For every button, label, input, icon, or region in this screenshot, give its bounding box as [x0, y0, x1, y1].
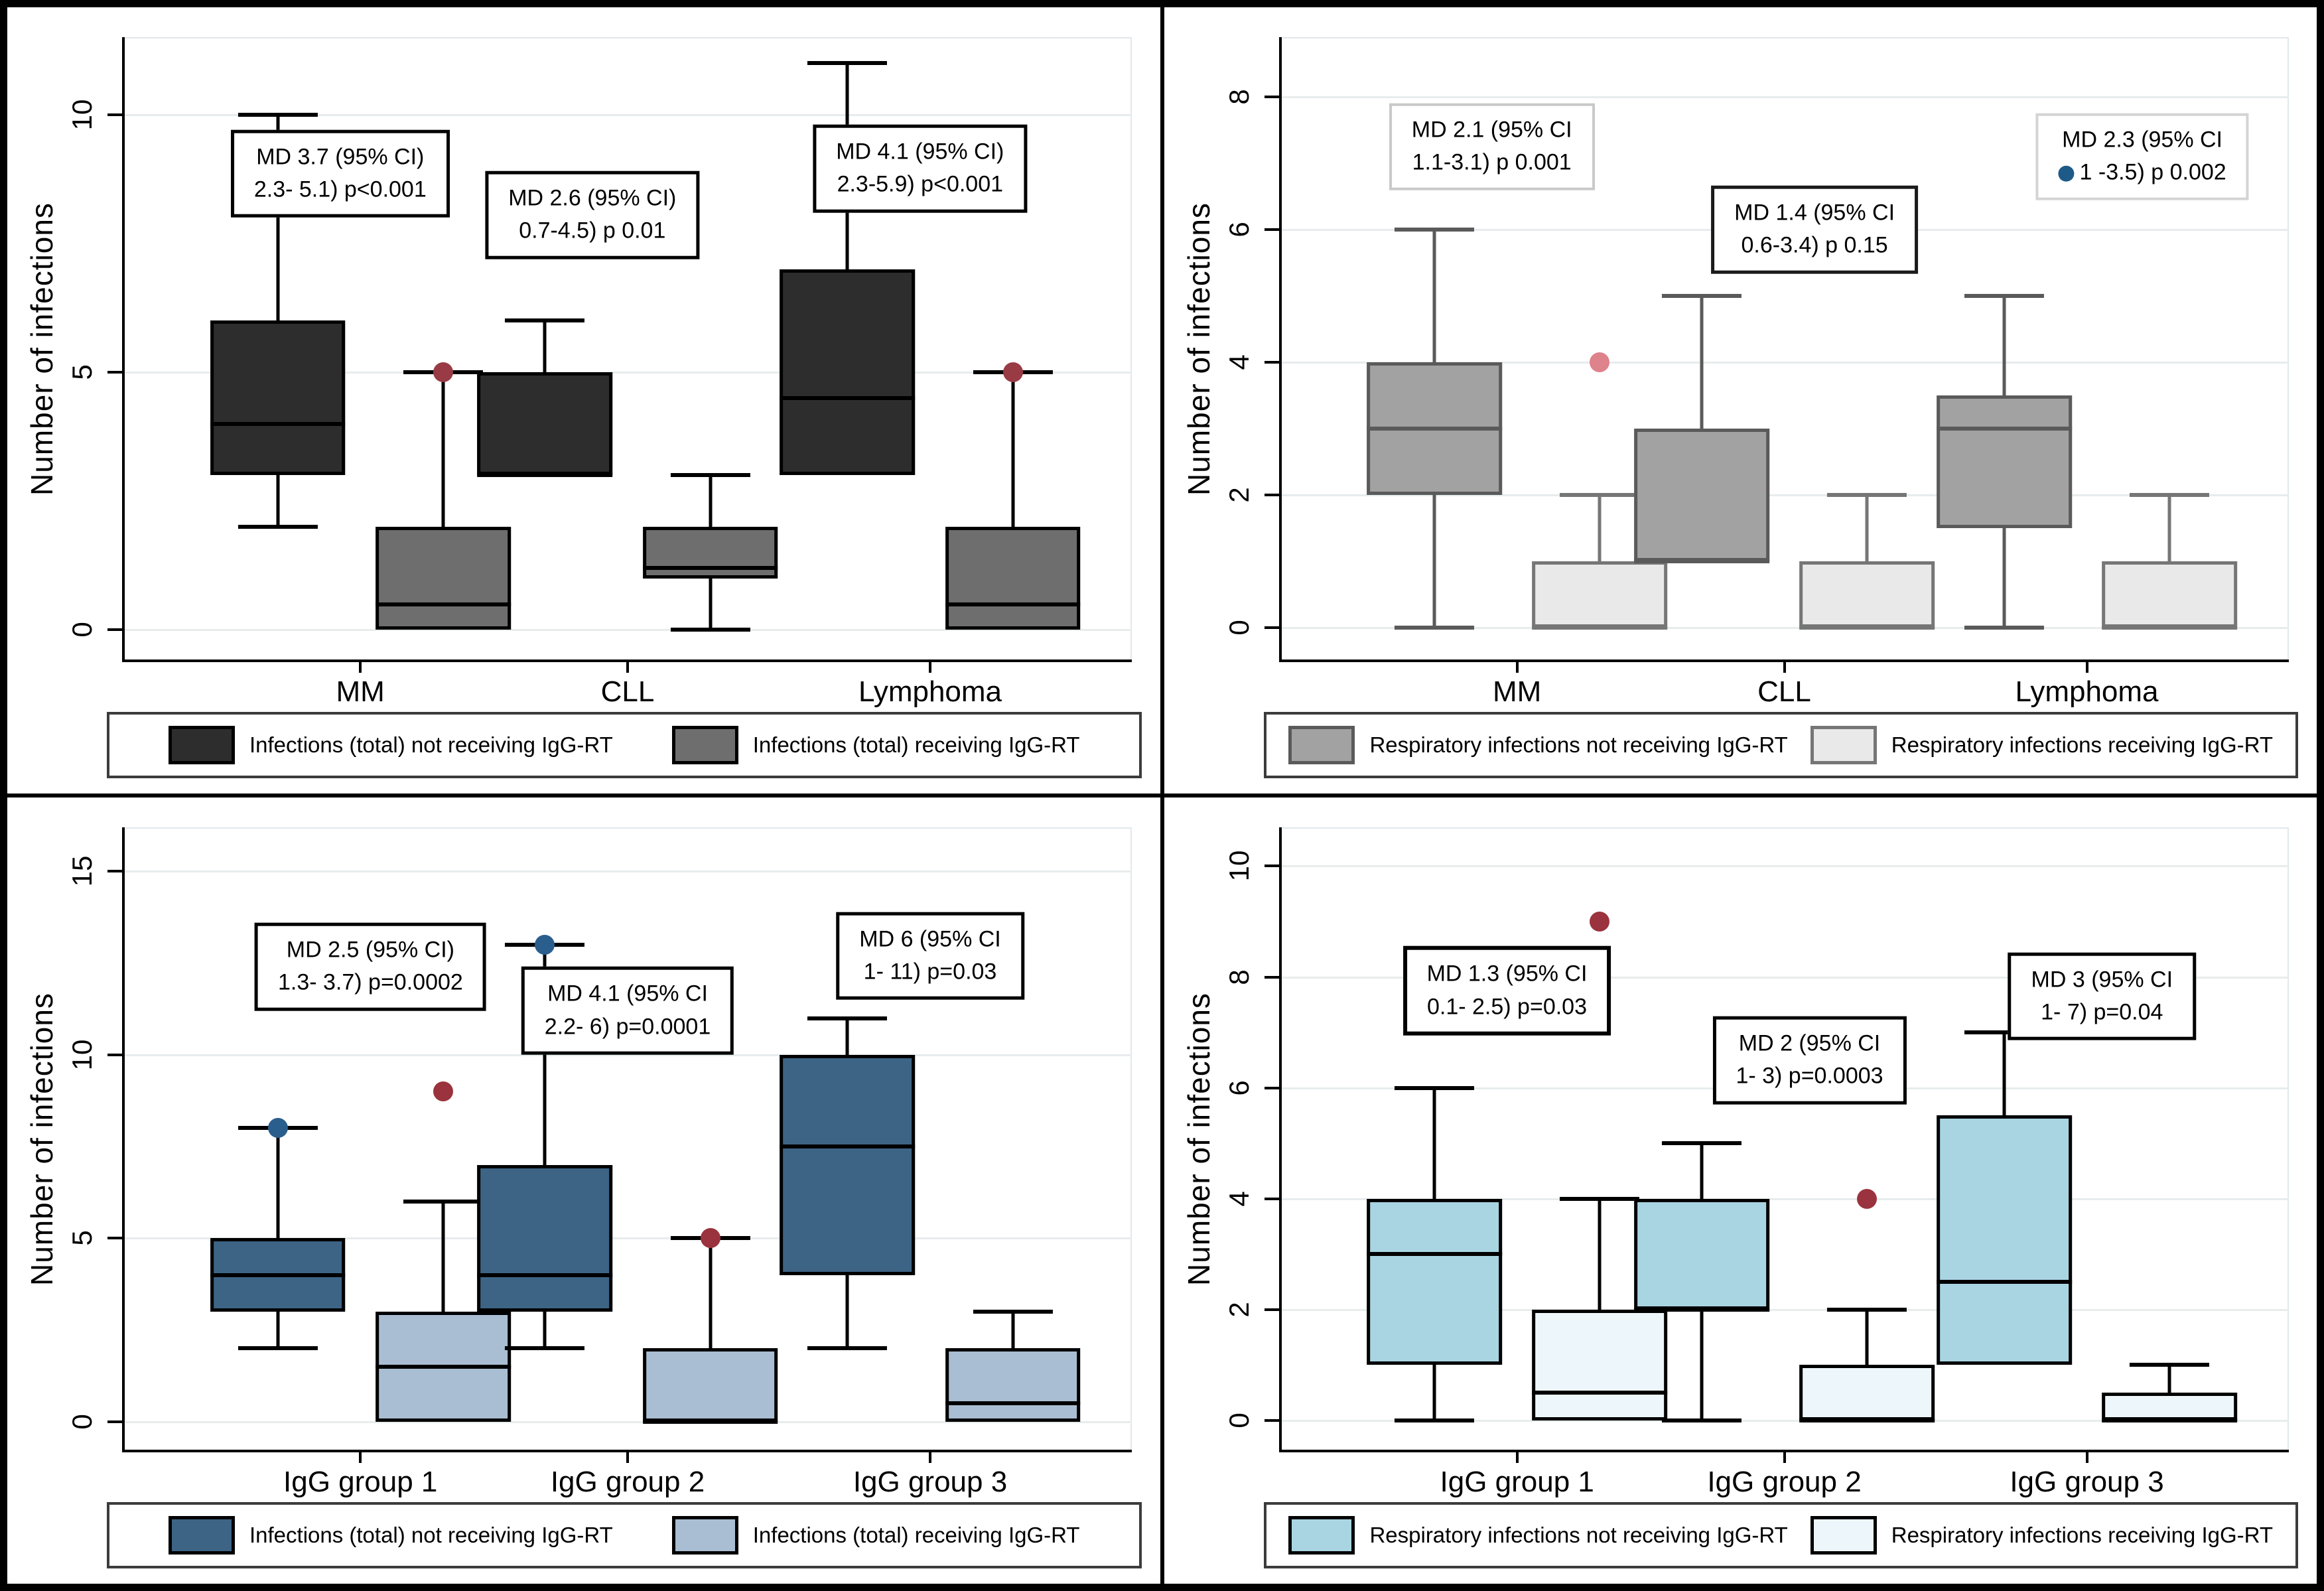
whisker-lower: [709, 579, 712, 630]
median-line: [376, 602, 511, 606]
gridline: [1280, 96, 2289, 98]
panel-respiratory-infections-by-igg-group: [1162, 795, 2319, 1586]
median-line: [1799, 1418, 1935, 1422]
whisker-upper: [2002, 1032, 2006, 1115]
box: [478, 372, 613, 475]
x-tick: [359, 661, 362, 673]
median-line: [1532, 1391, 1667, 1395]
annotation-line-1: MD 2.5 (95% CI): [286, 937, 454, 963]
whisker-lower: [1433, 1365, 1436, 1420]
box: [1799, 1365, 1935, 1420]
whisker-cap-upper: [1827, 493, 1907, 497]
whisker-cap-lower: [1395, 1418, 1474, 1422]
box: [643, 1348, 778, 1422]
whisker-upper: [2002, 296, 2006, 395]
annotation-box: [1711, 186, 1918, 274]
legend-swatch: [169, 726, 235, 764]
legend-label: Respiratory infections receiving IgG-RT: [1891, 1523, 2274, 1547]
y-tick: [1265, 1198, 1280, 1200]
median-line: [945, 1401, 1081, 1405]
legend-label: Respiratory infections not receiving IgG-RT: [1369, 732, 1788, 757]
annotation-box: [1403, 946, 1611, 1036]
whisker-cap-upper: [1560, 1197, 1639, 1201]
whisker-cap-upper: [505, 318, 584, 322]
whisker-upper: [1598, 1199, 1602, 1310]
whisker-lower: [276, 1312, 279, 1348]
whisker-upper: [2168, 1365, 2171, 1393]
whisker-cap-upper: [1395, 228, 1474, 232]
whisker-cap-lower: [238, 525, 318, 529]
x-tick: [2086, 661, 2088, 673]
y-axis-line: [122, 827, 125, 1451]
whisker-cap-lower: [1395, 626, 1474, 630]
legend: [107, 712, 1142, 778]
annotation-line-1: MD 3.7 (95% CI): [256, 144, 425, 170]
whisker-cap-upper: [1560, 493, 1639, 497]
whisker-cap-upper: [1395, 1086, 1474, 1090]
legend-swatch: [1288, 1516, 1355, 1555]
box: [1532, 1310, 1667, 1420]
x-tick: [1516, 661, 1519, 673]
whisker-upper: [1700, 296, 1703, 429]
box: [780, 269, 916, 476]
median-line: [1532, 626, 1667, 630]
whisker-upper: [846, 1018, 849, 1055]
median-line: [2102, 626, 2237, 630]
y-tick: [107, 628, 123, 631]
legend-item: [1811, 726, 2273, 764]
y-axis-label: Number of infections: [1181, 993, 1216, 1286]
category-label: IgG group 3: [2010, 1466, 2164, 1498]
annotation-line-2: 2.3-5.9) p<0.001: [837, 172, 1004, 198]
legend-label: Respiratory infections receiving IgG-RT: [1891, 732, 2274, 757]
box: [210, 320, 346, 475]
y-tick: [1265, 228, 1280, 231]
annotation-box: [485, 171, 699, 259]
y-tick-label: 5: [66, 364, 98, 380]
median-line: [1634, 1308, 1769, 1312]
y-tick-label: 2: [1223, 487, 1255, 503]
whisker-upper: [276, 1128, 279, 1238]
category-label: MM: [1493, 675, 1542, 708]
y-tick: [1265, 361, 1280, 364]
whisker-upper: [1866, 495, 1869, 561]
legend-item: [169, 726, 613, 764]
legend-swatch: [672, 1516, 738, 1555]
category-label: CLL: [1757, 675, 1811, 708]
whisker-upper: [1433, 230, 1436, 362]
whisker-cap-lower: [807, 1346, 887, 1350]
panel-total-infections-by-igg-group: [5, 795, 1162, 1586]
whisker-cap-upper: [807, 61, 887, 65]
x-tick: [929, 661, 931, 673]
y-axis-label: Number of infections: [1181, 202, 1216, 496]
box: [945, 527, 1081, 630]
y-tick: [1265, 1419, 1280, 1422]
whisker-upper: [1011, 372, 1014, 527]
gridline: [123, 870, 1132, 872]
annotation-dot-icon: [2059, 166, 2075, 182]
legend: [107, 1502, 1142, 1568]
y-tick: [107, 870, 123, 872]
legend-swatch: [1288, 726, 1355, 764]
y-tick-label: 10: [66, 99, 98, 130]
category-label: IgG group 1: [283, 1466, 438, 1498]
annotation-line-1: MD 2.6 (95% CI): [508, 185, 677, 211]
box: [1367, 1199, 1502, 1365]
legend-item: [1811, 1516, 2273, 1555]
whisker-lower: [846, 1275, 849, 1349]
panel-respiratory-infections-by-diagnosis: [1162, 5, 2319, 795]
y-tick-label: 5: [66, 1230, 98, 1246]
whisker-cap-lower: [1662, 1418, 1742, 1422]
annotation-line-2: 2.3- 5.1) p<0.001: [253, 176, 427, 202]
annotation-box: [1389, 104, 1595, 190]
annotation-line-2: 1- 3) p=0.0003: [1736, 1063, 1883, 1089]
annotation-line-2: 0.7-4.5) p 0.01: [519, 218, 666, 244]
outlier-dot: [433, 362, 453, 382]
whisker-cap-upper: [2130, 493, 2209, 497]
annotation-line-2: 1.1-3.1) p 0.001: [1412, 150, 1572, 175]
y-axis-line: [122, 37, 125, 661]
legend: [1264, 712, 2299, 778]
whisker-lower: [2002, 528, 2006, 628]
y-tick-label: 10: [66, 1039, 98, 1071]
legend-item: [1288, 726, 1787, 764]
whisker-cap-lower: [671, 628, 750, 632]
annotation-box: [255, 923, 486, 1011]
whisker-lower: [276, 475, 279, 527]
y-tick-label: 0: [66, 622, 98, 638]
x-tick: [2086, 1451, 2088, 1463]
whisker-cap-upper: [1827, 1308, 1907, 1312]
x-tick: [359, 1451, 362, 1463]
y-tick-label: 6: [1223, 1080, 1255, 1096]
legend-label: Respiratory infections not receiving IgG-RT: [1369, 1523, 1788, 1547]
legend-item: [672, 726, 1080, 764]
y-tick: [107, 1237, 123, 1239]
box: [643, 527, 778, 579]
outlier-dot: [268, 1118, 288, 1138]
annotation-line-2: 0.1- 2.5) p=0.03: [1426, 994, 1588, 1020]
x-tick: [626, 661, 629, 673]
median-line: [1937, 427, 2072, 431]
box: [2102, 1393, 2237, 1420]
median-line: [945, 602, 1081, 606]
category-label: IgG group 1: [1440, 1466, 1594, 1498]
category-label: IgG group 2: [550, 1466, 705, 1498]
whisker-upper: [441, 372, 444, 527]
y-tick: [107, 1054, 123, 1056]
legend-swatch: [1811, 726, 1877, 764]
whisker-upper: [709, 475, 712, 527]
legend: [1264, 1502, 2299, 1568]
annotation-line-2: 0.6-3.4) p 0.15: [1741, 233, 1888, 258]
outlier-dot: [1857, 1189, 1877, 1209]
annotation-line-1: MD 2.1 (95% CI: [1411, 117, 1572, 143]
y-tick-label: 10: [1223, 851, 1255, 882]
y-axis-line: [1279, 827, 1282, 1451]
y-tick-label: 0: [1223, 1413, 1255, 1428]
whisker-upper: [2168, 495, 2171, 561]
category-label: IgG group 2: [1707, 1466, 1862, 1498]
median-line: [478, 473, 613, 477]
y-tick-label: 0: [1223, 620, 1255, 636]
annotation-box: [2036, 113, 2249, 200]
annotation-box: [231, 130, 450, 218]
x-tick: [1783, 661, 1786, 673]
whisker-upper: [1700, 1143, 1703, 1199]
median-line: [478, 1273, 613, 1277]
annotation-line-1: MD 6 (95% CI: [859, 926, 1001, 952]
annotation-line-2: 2.2- 6) p=0.0001: [544, 1014, 711, 1040]
box: [1532, 561, 1667, 628]
whisker-cap-upper: [403, 1200, 483, 1204]
whisker-upper: [441, 1202, 444, 1312]
whisker-cap-upper: [807, 1016, 887, 1020]
median-line: [210, 422, 346, 426]
gridline: [1280, 865, 2289, 867]
box: [478, 1165, 613, 1312]
annotation-box: [836, 912, 1024, 1000]
y-tick: [1265, 1087, 1280, 1089]
annotation-line-1: MD 2 (95% CI: [1738, 1030, 1881, 1056]
annotation-line-1: MD 1.3 (95% CI: [1426, 961, 1588, 987]
y-tick-label: 4: [1223, 354, 1255, 370]
median-line: [376, 1365, 511, 1369]
annotation-line-1: MD 2.3 (95% CI: [2062, 127, 2223, 153]
category-label: Lymphoma: [2015, 675, 2159, 708]
category-label: CLL: [600, 675, 655, 708]
annotation-line-2: 1.3- 3.7) p=0.0002: [277, 970, 463, 996]
y-tick: [1265, 1308, 1280, 1311]
whisker-upper: [1598, 495, 1602, 561]
whisker-cap-lower: [505, 1346, 584, 1350]
category-label: IgG group 3: [853, 1466, 1008, 1498]
y-tick-label: 15: [66, 855, 98, 887]
outlier-dot: [1003, 362, 1023, 382]
median-line: [1937, 1280, 2072, 1284]
annotation-line-1: MD 1.4 (95% CI: [1734, 200, 1895, 226]
y-tick: [1265, 96, 1280, 98]
annotation-line-2: 1 -3.5) p 0.002: [2059, 157, 2226, 189]
box: [780, 1055, 916, 1275]
whisker-cap-upper: [671, 473, 750, 477]
category-label: MM: [336, 675, 385, 708]
x-tick: [626, 1451, 629, 1463]
whisker-cap-upper: [973, 1310, 1053, 1314]
median-line: [1367, 427, 1502, 431]
whisker-cap-lower: [238, 1346, 318, 1350]
whisker-upper: [709, 1238, 712, 1348]
outlier-dot: [701, 1228, 720, 1248]
whisker-lower: [543, 1312, 547, 1348]
annotation-box: [813, 125, 1027, 213]
outlier-dot: [1590, 912, 1609, 932]
legend-item: [1288, 1516, 1787, 1555]
median-line: [780, 396, 916, 400]
annotation-line-1: MD 3 (95% CI: [2031, 967, 2173, 993]
category-label: Lymphoma: [858, 675, 1002, 708]
x-tick: [929, 1451, 931, 1463]
y-tick-label: 8: [1223, 89, 1255, 105]
median-line: [210, 1273, 346, 1277]
outlier-dot: [535, 935, 555, 955]
y-tick-label: 0: [66, 1414, 98, 1430]
legend-label: Infections (total) not receiving IgG-RT: [249, 732, 613, 757]
legend-swatch: [1811, 1516, 1877, 1555]
box: [945, 1348, 1081, 1422]
x-tick: [1783, 1451, 1786, 1463]
median-line: [1367, 1252, 1502, 1256]
whisker-upper: [1866, 1310, 1869, 1365]
box: [1937, 1115, 2072, 1365]
outlier-dot: [433, 1081, 453, 1101]
median-line: [643, 566, 778, 570]
y-tick-label: 4: [1223, 1191, 1255, 1207]
box: [1799, 561, 1935, 628]
legend-label: Infections (total) receiving IgG-RT: [752, 1523, 1080, 1547]
legend-label: Infections (total) receiving IgG-RT: [752, 732, 1080, 757]
y-tick: [107, 371, 123, 374]
annotation-line-1: MD 4.1 (95% CI: [547, 981, 708, 1007]
median-line: [1799, 626, 1935, 630]
box: [2102, 561, 2237, 628]
box: [376, 527, 511, 630]
legend-item: [169, 1516, 613, 1555]
whisker-cap-upper: [1662, 1141, 1742, 1145]
legend-swatch: [672, 726, 738, 764]
y-tick: [107, 113, 123, 116]
whisker-upper: [1011, 1312, 1014, 1348]
annotation-line-2: 1- 7) p=0.04: [2041, 999, 2163, 1025]
whisker-lower: [1433, 495, 1436, 628]
y-tick: [1265, 976, 1280, 979]
y-tick-label: 8: [1223, 969, 1255, 985]
whisker-upper: [1433, 1088, 1436, 1199]
x-tick: [1516, 1451, 1519, 1463]
annotation-line-1: MD 4.1 (95% CI): [836, 139, 1004, 165]
whisker-cap-upper: [1662, 294, 1742, 298]
annotation-box: [521, 967, 734, 1055]
panel-total-infections-by-diagnosis: [5, 5, 1162, 795]
legend-item: [672, 1516, 1080, 1555]
whisker-cap-upper: [238, 113, 318, 117]
y-tick: [1265, 626, 1280, 629]
outlier-dot: [1590, 352, 1609, 372]
annotation-box: [2008, 953, 2197, 1041]
whisker-cap-upper: [1964, 294, 2044, 298]
median-line: [2102, 1418, 2237, 1422]
y-tick: [107, 1420, 123, 1423]
whisker-upper: [543, 320, 547, 372]
box: [1634, 429, 1769, 561]
median-line: [643, 1420, 778, 1424]
legend-swatch: [169, 1516, 235, 1555]
annotation-line-2: 1- 11) p=0.03: [863, 959, 997, 985]
annotation-box: [1712, 1016, 1906, 1105]
whisker-cap-upper: [2130, 1363, 2209, 1367]
y-tick-label: 6: [1223, 222, 1255, 238]
whisker-cap-lower: [1964, 626, 2044, 630]
median-line: [780, 1144, 916, 1148]
y-axis-label: Number of infections: [25, 993, 59, 1286]
y-tick: [1265, 494, 1280, 496]
box: [1634, 1199, 1769, 1310]
legend-label: Infections (total) not receiving IgG-RT: [249, 1523, 613, 1547]
y-tick-label: 2: [1223, 1302, 1255, 1318]
y-axis-label: Number of infections: [25, 202, 59, 496]
y-axis-line: [1279, 37, 1282, 661]
median-line: [1634, 559, 1769, 563]
whisker-lower: [1700, 1310, 1703, 1420]
y-tick: [1265, 865, 1280, 867]
box: [1937, 395, 2072, 528]
